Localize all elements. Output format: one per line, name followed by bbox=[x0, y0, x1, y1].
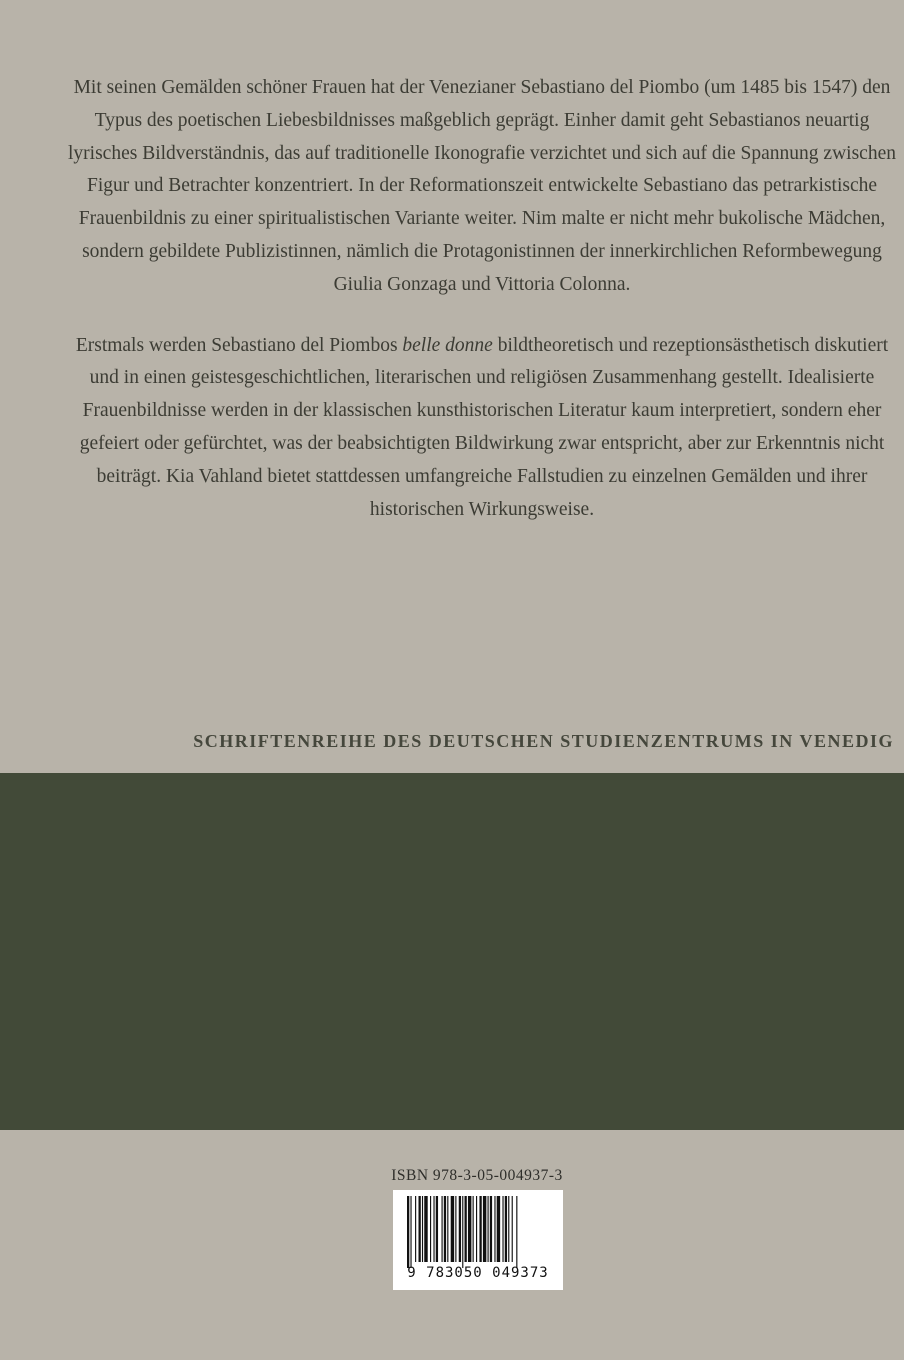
barcode-bar bbox=[459, 1196, 461, 1262]
barcode-bar bbox=[447, 1196, 448, 1262]
barcode-bar bbox=[436, 1196, 438, 1262]
barcode-bar bbox=[407, 1196, 409, 1268]
barcode-bar bbox=[415, 1196, 416, 1262]
barcode-bar bbox=[490, 1196, 492, 1262]
barcode-bar bbox=[444, 1196, 446, 1262]
barcode-bar bbox=[502, 1196, 503, 1262]
barcode-bar bbox=[424, 1196, 427, 1262]
barcode-bar bbox=[455, 1196, 456, 1262]
blurb-paragraph-1: Mit seinen Gemälden schöner Frauen hat der Venezianer Sebastiano del Piombo (um 1485 bis 1547) den Typus des poetischen Liebesbildnisses maßgeblich geprägt. Einher damit geht Sebastianos neuartig lyrisches Bildverständnis, das auf traditionelle Ikonografie verzichtet und sich auf die Spannung zwischen Figur und Betrachter konzentriert. In der Reformationszeit entwickelte Sebastiano das petrarkistische Frauenbildnis zu einer spiritualistischen Variante weiter. Nim malte er nicht mehr bukolische Mädchen, sondern gebildete Publizistinnen, nämlich die Protagonistinnen der innerkirchlichen Reformbewegung Giulia Gonzaga und Vittoria Colonna. bbox=[68, 77, 896, 295]
blurb-paragraph-2 bbox=[60, 330, 904, 527]
barcode-bar bbox=[473, 1196, 474, 1262]
blurb-paragraph-2-end: bildtheoretisch und rezeptionsästhetisch diskutiert und in einen geistesgeschichtlichen, literarischen und religiösen Zusammenhang gestellt. Idealisierte Frauenbildnisse werden in der klassischen kunsthistorischen Literatur kaum interpretiert, sondern eher gefeiert oder gefürchtet, was der beabsichtigten Bildwirkung zwar entspricht, aber zur Erkenntnis nicht beiträgt. Kia Vahland bietet stattdessen umfangreiche Fallstudien zu einzelnen Gemälden und ihrer historischen Wirkungsweise. bbox=[79, 334, 889, 520]
barcode-bar bbox=[410, 1196, 411, 1268]
barcode-bar bbox=[508, 1196, 509, 1262]
barcode-bar bbox=[494, 1196, 495, 1262]
barcode-bar bbox=[451, 1196, 454, 1262]
barcode-bar bbox=[488, 1196, 489, 1262]
isbn-label: ISBN 978-3-05-004937-3 bbox=[391, 1167, 563, 1184]
barcode-bar bbox=[442, 1196, 443, 1262]
barcode-bar bbox=[512, 1196, 513, 1262]
series-title: SCHRIFTENREIHE DES DEUTSCHEN STUDIENZENTRUMS IN VENEDIG bbox=[193, 731, 894, 751]
blurb-paragraph-2-start: Erstmals werden Sebastiano del Piombos bbox=[75, 334, 403, 356]
barcode-bar bbox=[430, 1196, 431, 1262]
barcode-bar bbox=[516, 1196, 517, 1268]
blurb-text bbox=[60, 72, 904, 526]
barcode-bar bbox=[476, 1196, 477, 1262]
barcode-bar bbox=[462, 1196, 463, 1268]
green-band bbox=[0, 773, 904, 1130]
barcode bbox=[393, 1190, 563, 1290]
barcode-bar bbox=[483, 1196, 486, 1262]
barcode-digits: 9 783050 049373 bbox=[407, 1265, 549, 1281]
blurb-italic-phrase: belle donne bbox=[402, 334, 493, 356]
barcode-bar bbox=[468, 1196, 471, 1262]
barcode-bar bbox=[433, 1196, 434, 1262]
barcode-bar bbox=[479, 1196, 481, 1262]
barcode-bar bbox=[419, 1196, 421, 1262]
barcode-bar bbox=[497, 1196, 500, 1262]
barcode-bar bbox=[505, 1196, 507, 1262]
barcode-bar bbox=[422, 1196, 423, 1262]
barcode-bar bbox=[465, 1196, 467, 1262]
